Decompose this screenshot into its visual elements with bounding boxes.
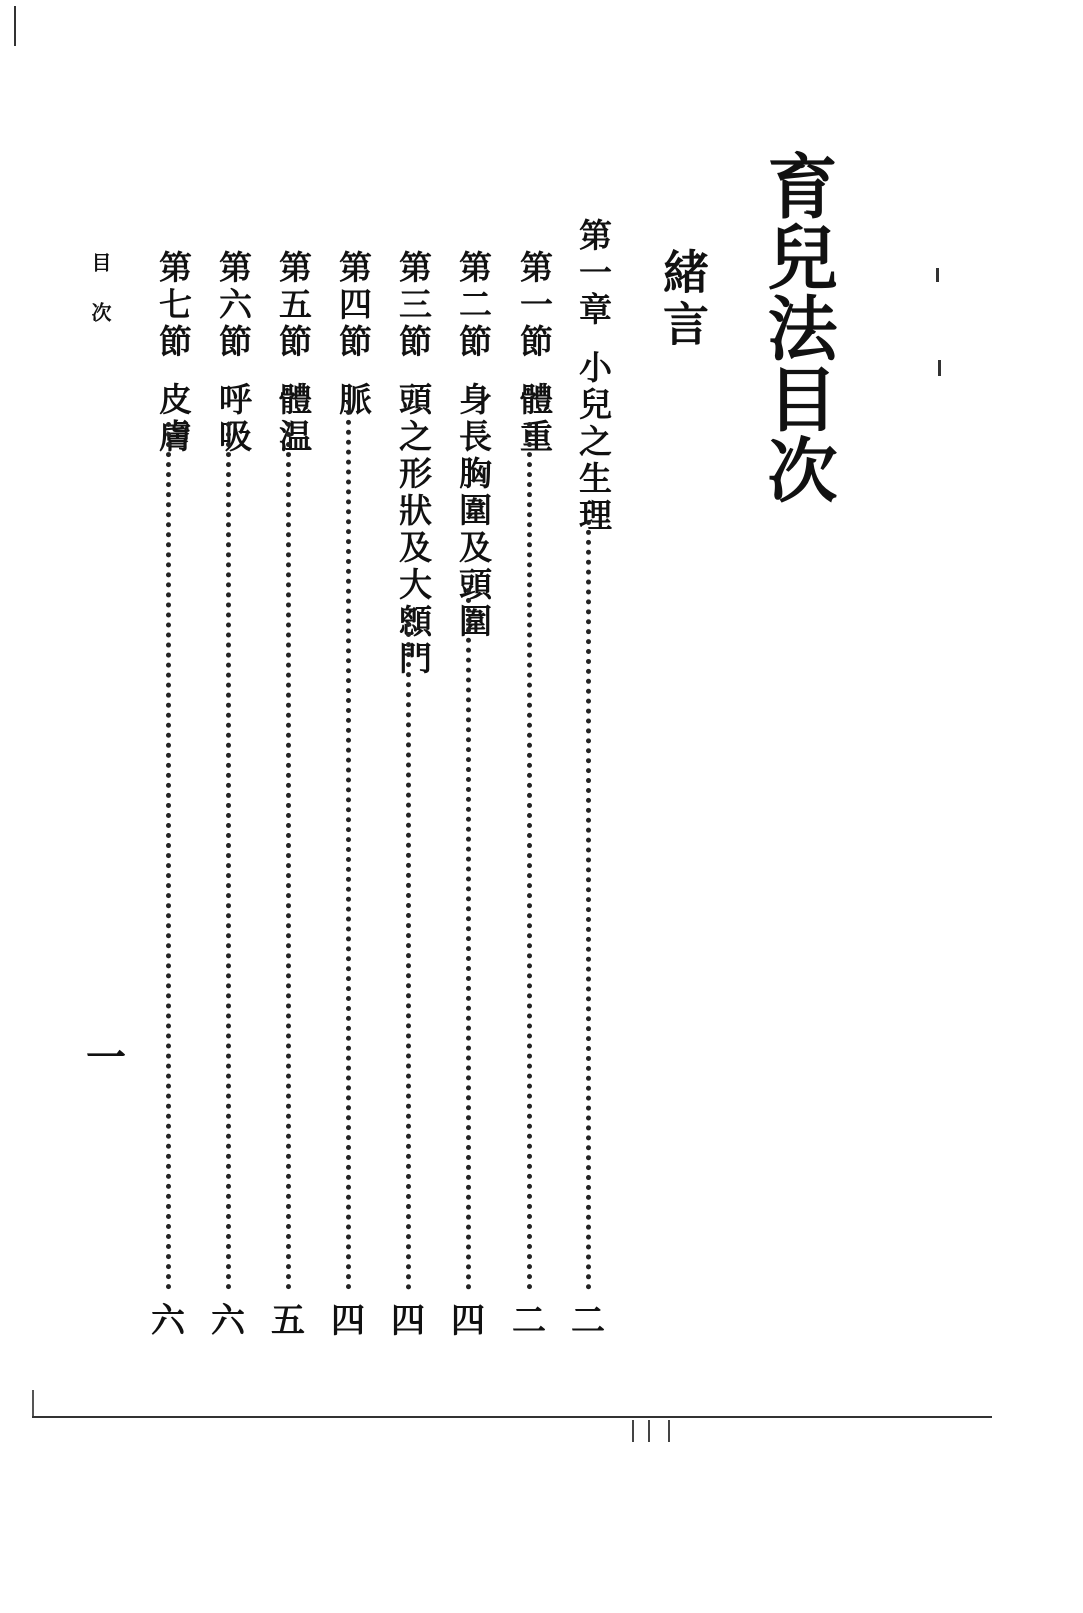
toc-page-number: 二	[571, 1301, 605, 1341]
toc-entry-label: 脈	[334, 382, 373, 419]
dot-leader	[406, 622, 411, 1290]
toc-entry-label: 身長胸圍及頭圍	[454, 382, 493, 641]
dot-leader	[226, 422, 231, 1290]
toc-entry-prefix: 第六節	[214, 250, 253, 361]
toc-entry-chapter-1[interactable]	[566, 218, 613, 1341]
bottom-rule	[32, 1416, 992, 1418]
toc-entry-prefix: 第四節	[334, 250, 373, 361]
toc-entry-section-2[interactable]	[446, 250, 493, 1341]
toc-page-number: 四	[451, 1301, 485, 1341]
bottom-rule-tick	[32, 1390, 34, 1416]
toc-entry-prefix: 第一節	[515, 250, 554, 361]
toc-page-number: 四	[391, 1301, 425, 1341]
toc-page-number: 五	[271, 1301, 305, 1341]
scan-edge-mark	[14, 6, 16, 46]
preface-heading: 緒言	[656, 248, 710, 352]
toc-entry-section-5[interactable]	[266, 250, 313, 1341]
scan-speck	[938, 360, 941, 376]
dot-leader	[586, 520, 591, 1290]
binding-marks	[632, 1420, 670, 1442]
toc-page-number: 六	[211, 1301, 245, 1341]
toc-entry-label: 呼吸	[214, 382, 253, 456]
toc-entry-label: 頭之形狀及大顖門	[394, 382, 433, 678]
running-head: 目次	[88, 252, 112, 352]
toc-entry-prefix: 第三節	[394, 250, 433, 361]
dot-leader	[466, 588, 471, 1290]
toc-page-number: 四	[331, 1301, 365, 1341]
dot-leader	[346, 400, 351, 1290]
toc-entry-section-3[interactable]	[386, 250, 433, 1341]
toc-entry-label: 小兒之生理	[574, 350, 613, 535]
page-title: 育兒法目次	[756, 150, 839, 505]
toc-entry-prefix: 第五節	[274, 250, 313, 361]
toc-entry-label: 皮膚	[154, 382, 193, 456]
toc-entry-prefix: 第一章	[574, 218, 613, 329]
toc-entry-section-6[interactable]	[206, 250, 253, 1341]
folio-number: 一	[86, 1034, 126, 1081]
toc-entry-prefix: 第二節	[454, 250, 493, 361]
dot-leader	[166, 422, 171, 1290]
dot-leader	[286, 422, 291, 1290]
toc-entry-prefix: 第七節	[154, 250, 193, 361]
scan-speck	[936, 268, 939, 282]
toc-entry-section-4[interactable]	[326, 250, 373, 1341]
toc-entry-label: 體温	[274, 382, 313, 456]
toc-page-number: 二	[512, 1301, 546, 1341]
toc-entry-section-1[interactable]	[507, 250, 554, 1341]
toc-entry-label: 體重	[515, 382, 554, 456]
toc-entry-section-7[interactable]	[146, 250, 193, 1341]
dot-leader	[527, 422, 532, 1290]
toc-page-number: 六	[151, 1301, 185, 1341]
